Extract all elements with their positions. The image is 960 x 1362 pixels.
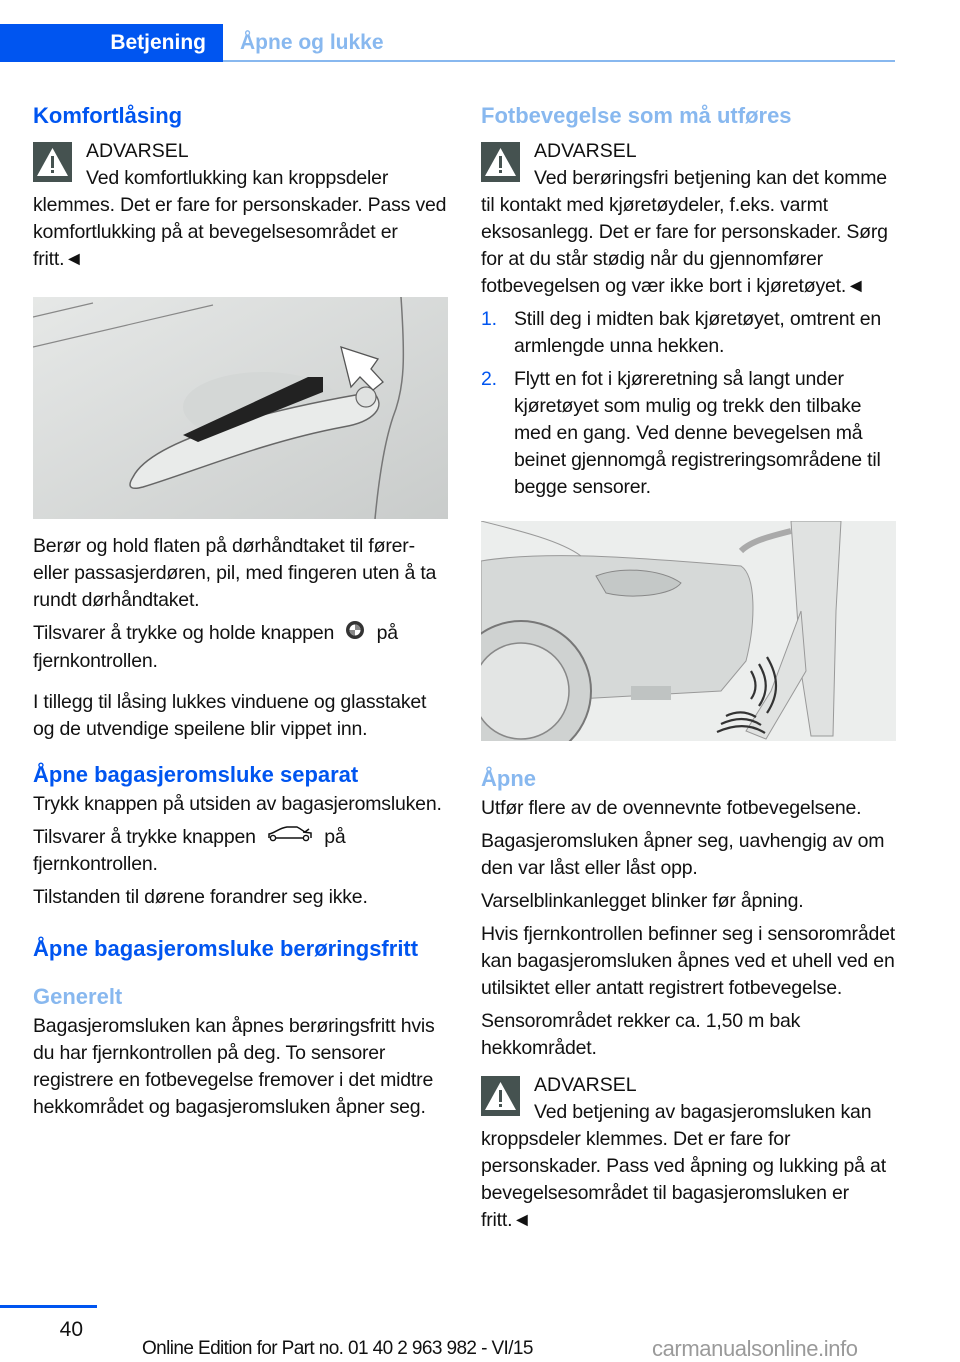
paragraph-text: på fjernkontrollen. [33, 622, 398, 672]
paragraph-with-icon [33, 824, 448, 878]
warning-triangle-icon [33, 142, 72, 182]
step-text: Still deg i midten bak kjøretøyet, omtrent en armlengde unna hekken. [514, 308, 882, 357]
warning-label: ADVARSEL [86, 140, 189, 162]
section-title-apne-beroringsfritt: Åpne bagasjeromsluke berøringsfritt [33, 936, 419, 962]
paragraph: Bagasjeromsluken åpner seg, uavhengig av om den var låst eller låst opp. [481, 830, 885, 879]
paragraph: Bagasjeromsluken kan åpnes berøringsfritt hvis du har fjernkontrollen på deg. To sensorer registrere en fotbevegelse fremover i det midtre hekkområdet og bagasjeromsluken åpner seg. [33, 1015, 435, 1119]
page-number: 40 [59, 1318, 83, 1341]
edition-info: Online Edition for Part no. 01 40 2 963 982 - VI/15 [142, 1338, 533, 1359]
subsection-title-apne: Åpne [481, 766, 536, 791]
section-title-apne-separat: Åpne bagasjeromsluke separat [33, 762, 359, 787]
warning-box [481, 1072, 896, 1234]
warning-label: ADVARSEL [534, 140, 637, 162]
step-number: 2. [481, 368, 497, 390]
paragraph-with-icon [33, 620, 448, 675]
header-tab-betjening[interactable]: Betjening [0, 24, 223, 62]
warning-triangle-icon [481, 1076, 520, 1116]
door-handle-figure [33, 297, 448, 519]
paragraph: Varselblinkanlegget blinker før åpning. [481, 890, 804, 912]
section-title-komfortlasing: Komfortlåsing [33, 103, 183, 128]
paragraph: Berør og hold flaten på dørhåndtaket til fører- eller passasjerdøren, pil, med fingeren uten å ta rundt dørhåndtaket. [33, 535, 437, 611]
subsection-title-generelt: Generelt [33, 984, 123, 1010]
paragraph-text: Tilsvarer å trykke og holde knappen [33, 622, 335, 645]
header-underline [223, 60, 895, 62]
paragraph: Utfør flere av de ovennevnte fotbevegelsene. [481, 797, 862, 819]
watermark: carmanualsonline.info [652, 1336, 858, 1361]
warning-label: ADVARSEL [534, 1074, 637, 1096]
paragraph-text: Tilsvarer å trykke knappen [33, 826, 256, 848]
bmw-logo-button-icon [345, 620, 365, 648]
paragraph-text: på fjernkontrollen. [33, 826, 346, 876]
right-column [481, 100, 896, 1234]
warning-text: Ved betjening av bagasjeromsluken kan kroppsdeler klemmes. Det er fare for personskader. Pass ved åpning og lukking på at bevegelsesområdet til bagasjeromsluken er fritt.◄ [481, 1101, 886, 1231]
paragraph: Hvis fjernkontrollen befinner seg i sensorområdet kan bagasjeromsluken åpnes ved et uhell ved en utilsiktet eller antatt registrert fotbevegelse. [481, 923, 895, 999]
paragraph: Trykk knappen på utsiden av bagasjeromsluken. [33, 793, 442, 815]
header-tab-apne-og-lukke[interactable]: Åpne og lukke [240, 31, 384, 54]
paragraph: Tilstanden til dørene forandrer seg ikke. [33, 886, 368, 909]
subsection-title-fotbevegelse: Fotbevegelse som må utføres [481, 103, 792, 128]
foot-gesture-figure [481, 521, 896, 741]
warning-box [33, 138, 448, 273]
step-number: 1. [481, 308, 497, 330]
footer-accent-line [0, 1305, 97, 1308]
warning-text: Ved komfortlukking kan kroppsdeler klemmes. Det er fare for personskader. Pass ved komfortlukking på at bevegelsesområdet er fritt.◄ [33, 167, 447, 270]
step-item [481, 306, 896, 360]
paragraph: I tillegg til låsing lukkes vinduene og glasstaket og de utvendige speilene blir vippet inn. [33, 691, 427, 740]
left-column [33, 100, 448, 1121]
car-trunk-open-icon [267, 824, 313, 851]
step-text: Flytt en fot i kjøreretning så langt under kjøretøyet som mulig og trekk den tilbake med en gang. Ved denne bevegelsen må beinet gjennomgå registreringsområdene til begge sensorer. [514, 368, 881, 498]
warning-text: Ved berøringsfri betjening kan det komme til kontakt med kjøretøydeler, f.eks. varmt eksosanlegg. Det er fare for personskader. Sørg for at du står stødig når du gjennomfører fotbevegelsen og vær ikke bort i kjøretøyet.◄ [481, 167, 888, 297]
warning-box [481, 138, 896, 300]
paragraph: Sensorområdet rekker ca. 1,50 m bak hekkområdet. [481, 1010, 801, 1059]
steps-list [481, 306, 896, 501]
warning-triangle-icon [481, 142, 520, 182]
step-item [481, 366, 896, 501]
